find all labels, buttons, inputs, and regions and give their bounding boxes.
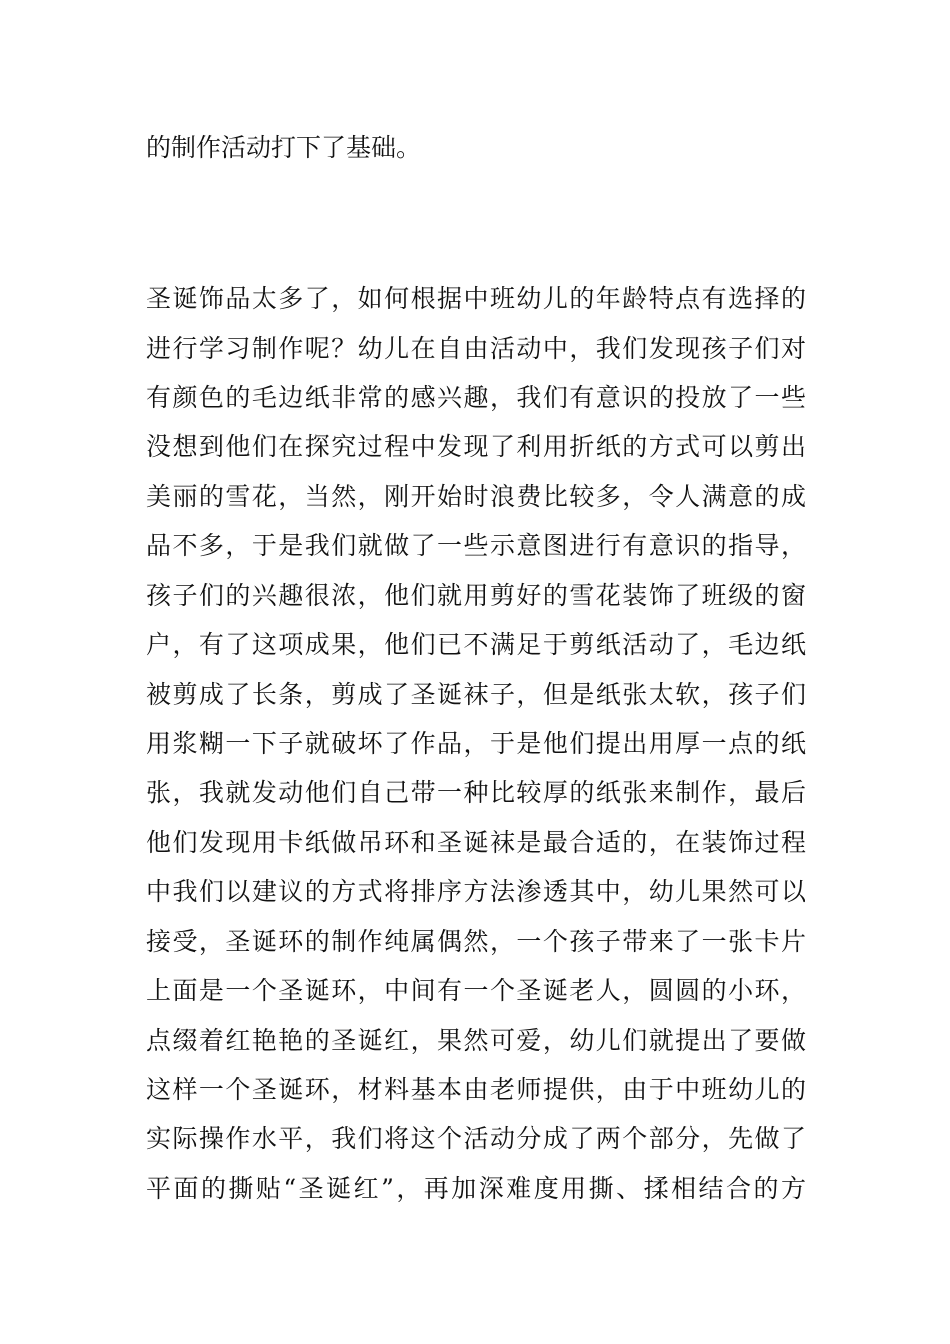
paragraph-2-line-13: 中我们以建议的方式将排序方法渗透其中，幼儿果然可以 [146,877,806,906]
paragraph-2-line-19: 平面的撕贴“圣诞红”，再加深难度用撕、揉相结合的方 [146,1174,806,1203]
paragraph-2-line-17: 这样一个圣诞环，材料基本由老师提供，由于中班幼儿的 [146,1075,806,1104]
paragraph-2-line-6: 品不多，于是我们就做了一些示意图进行有意识的指导， [146,531,806,560]
paragraph-2-line-15: 上面是一个圣诞环，中间有一个圣诞老人，圆圆的小环， [146,976,806,1005]
paragraph-2-line-11: 张，我就发动他们自己带一种比较厚的纸张来制作，最后 [146,778,806,807]
paragraph-1-line-1: 的制作活动打下了基础。 [146,133,422,162]
paragraph-2-line-10: 用浆糊一下子就破坏了作品，于是他们提出用厚一点的纸 [146,729,806,758]
paragraph-2-line-1: 圣诞饰品太多了，如何根据中班幼儿的年龄特点有选择的 [146,284,806,313]
paragraph-2-line-9: 被剪成了长条，剪成了圣诞袜子，但是纸张太软，孩子们 [146,680,806,709]
paragraph-2-line-5: 美丽的雪花，当然，刚开始时浪费比较多，令人满意的成 [146,482,806,511]
paragraph-2-line-4: 没想到他们在探究过程中发现了利用折纸的方式可以剪出 [146,432,806,461]
paragraph-2-line-12: 他们发现用卡纸做吊环和圣诞袜是最合适的，在装饰过程 [146,828,806,857]
paragraph-2-line-14: 接受，圣诞环的制作纯属偶然，一个孩子带来了一张卡片 [146,927,806,956]
paragraph-2-line-3: 有颜色的毛边纸非常的感兴趣，我们有意识的投放了一些 [146,383,806,412]
paragraph-2-line-2: 进行学习制作呢？幼儿在自由活动中，我们发现孩子们对 [146,334,806,363]
paragraph-2-line-16: 点缀着红艳艳的圣诞红，果然可爱，幼儿们就提出了要做 [146,1026,806,1055]
paragraph-2-line-8: 户，有了这项成果，他们已不满足于剪纸活动了，毛边纸 [146,630,806,659]
paragraph-2-line-7: 孩子们的兴趣很浓，他们就用剪好的雪花装饰了班级的窗 [146,581,806,610]
paragraph-2-line-18: 实际操作水平，我们将这个活动分成了两个部分，先做了 [146,1124,806,1153]
